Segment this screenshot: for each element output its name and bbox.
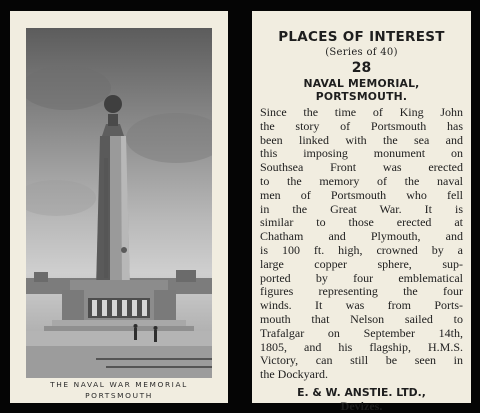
description-line: this imposing monument on bbox=[260, 146, 463, 161]
caption-line-2: PORTSMOUTH bbox=[85, 391, 153, 400]
series-title: PLACES OF INTEREST bbox=[278, 29, 445, 45]
memorial-photo bbox=[26, 28, 212, 378]
description-line: to the memory of the naval bbox=[260, 173, 463, 188]
front-caption bbox=[22, 379, 216, 401]
description-line: the story of Portsmouth has bbox=[260, 118, 463, 133]
caption-line-1: THE NAVAL WAR MEMORIAL bbox=[50, 380, 188, 389]
card-title-line-1: NAVAL MEMORIAL, bbox=[303, 77, 420, 90]
back-content bbox=[260, 29, 463, 413]
description-text bbox=[260, 106, 463, 382]
description-line: Since the time of King John bbox=[260, 105, 463, 119]
card-title-line-2: PORTSMOUTH. bbox=[315, 89, 408, 103]
description-line: Southsea Front was erected bbox=[260, 160, 463, 175]
description-line: mouth that Nelson sailed to bbox=[260, 311, 463, 326]
description-line: been linked with the sea and bbox=[260, 132, 463, 147]
publisher-name: E. & W. ANSTIE. LTD., bbox=[297, 385, 426, 399]
card-number: 28 bbox=[351, 60, 372, 76]
description-line: figures representing the four bbox=[260, 284, 463, 299]
card-back bbox=[252, 11, 471, 413]
description-line: Victory, can still be seen in bbox=[260, 353, 463, 368]
memorial-photo-illustration bbox=[26, 28, 212, 378]
card-front bbox=[10, 11, 228, 403]
description-line: similar to those erected at bbox=[260, 215, 463, 230]
description-line: the Dockyard. bbox=[260, 367, 328, 382]
card-title bbox=[260, 78, 463, 103]
description-line: is 100 ft. high, crowned by a bbox=[260, 242, 463, 257]
description-line: in the Great War. It is bbox=[260, 201, 463, 216]
description-line: 1805, and his flagship, H.M.S. bbox=[260, 339, 463, 354]
description-line: large copper sphere, sup- bbox=[260, 256, 463, 271]
description-line: men of Portsmouth who fell bbox=[260, 187, 463, 202]
description-line: Chatham and Plymouth, and bbox=[260, 229, 463, 244]
series-subtitle: (Series of 40) bbox=[325, 47, 398, 58]
description-line: Trafalgar on September 14th, bbox=[260, 325, 463, 340]
description-line: ported by four emblematical bbox=[260, 270, 463, 285]
description-line: winds. It was from Ports- bbox=[260, 298, 463, 313]
publisher-location: Devizes. bbox=[340, 398, 383, 413]
